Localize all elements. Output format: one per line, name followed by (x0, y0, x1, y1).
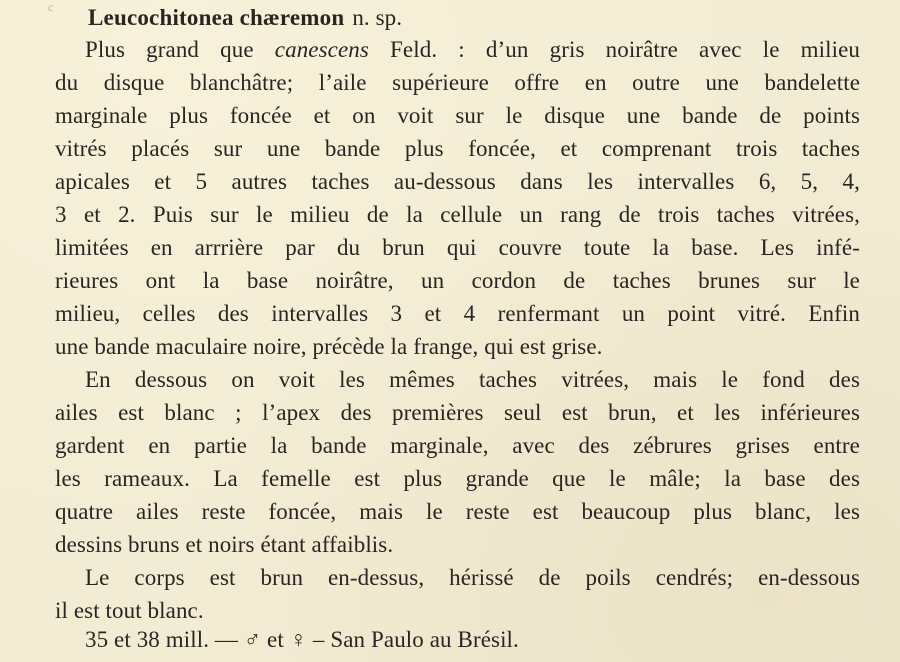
page-corner-mark: c (48, 0, 54, 14)
text-line-10: une bande maculaire noire, précède la frange, qui est grise. (55, 334, 603, 359)
text-line-5: apicales et 5 autres taches au-dessous dans les intervalles 6, 5, 4, (55, 169, 860, 194)
text-line-11: En dessous on voit les mêmes taches vitrées, mais le fond des (85, 367, 860, 392)
text-line-15: quatre ailes reste foncée, mais le reste est beaucoup plus blanc, les (55, 499, 860, 524)
text-line-16: dessins bruns et noirs étant affaiblis. (55, 532, 394, 557)
text-line-6: 3 et 2. Puis sur le milieu de la cellule un rang de trois taches vitrées, (55, 202, 860, 227)
text-line-19: 35 et 38 mill. — ♂ et ♀ – San Paulo au Brésil. (85, 627, 519, 652)
text-line-1 (85, 34, 860, 66)
text-line-17: Le corps est brun en-dessus, hérissé de poils cendrés; en-dessous (85, 565, 860, 590)
text-segment: Plus grand que (85, 37, 275, 62)
species-heading (88, 2, 893, 34)
species-status: n. sp. (352, 5, 403, 30)
text-line-13: gardent en partie la bande marginale, avec des zébrures grises entre (55, 433, 860, 458)
text-line-9: milieu, celles des intervalles 3 et 4 renfermant un point vitré. Enfin (55, 301, 860, 326)
italic-species-name: canescens (274, 37, 369, 62)
species-name: Leucochitonea chæremon (88, 5, 345, 30)
text-line-12: ailes est blanc ; l’apex des premières seul est brun, et les inférieures (55, 400, 860, 425)
text-segment: Feld. : d’un gris noirâtre avec le milieu (368, 37, 860, 62)
text-line-2: du disque blanchâtre; l’aile supérieure offre en outre une bandelette (55, 70, 860, 95)
text-line-3: marginale plus foncée et on voit sur le disque une bande de points (55, 103, 860, 128)
text-line-8: rieures ont la base noirâtre, un cordon de taches brunes sur le (55, 268, 860, 293)
text-line-14: les rameaux. La femelle est plus grande que le mâle; la base des (55, 466, 860, 491)
text-line-18: il est tout blanc. (55, 598, 204, 623)
text-line-7: limitées en arrrière par du brun qui couvre toute la base. Les infé- (55, 235, 860, 260)
text-line-4: vitrés placés sur une bande plus foncée, et comprenant trois taches (55, 136, 860, 161)
